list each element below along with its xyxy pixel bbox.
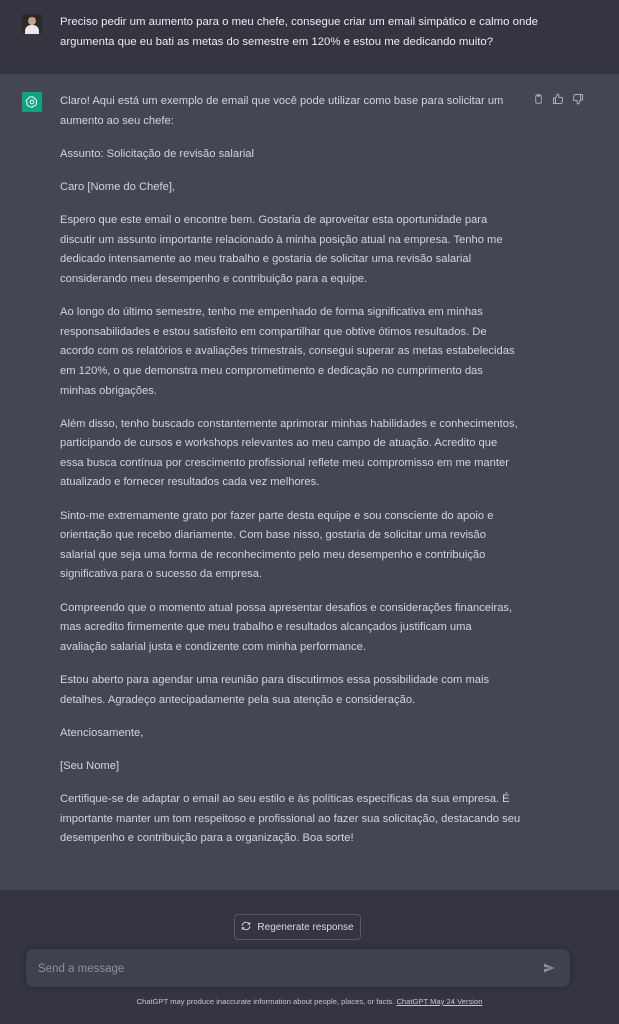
disclaimer-text: ChatGPT may produce inaccurate information about people, places, or facts. <box>136 997 397 1006</box>
assistant-paragraph: Sinto-me extremamente grato por fazer parte desta equipe e sou consciente do apoio e orientação que recebo diariamente. Com base nisso, gostaria de solicitar uma revisão salarial que seja uma forma de reconhecimento pelo meu desempenho e contribuição significativa para o sucesso da empresa. <box>60 509 494 581</box>
assistant-paragraph: Ao longo do último semestre, tenho me empenhado de forma significativa em minhas responsabilidades e estou satisfeito em compartilhar que obtive ótimos resultados. De acordo com os relatórios e avaliações trimestrais, consegui superar as metas estabelecidas em 120%, o que demonstra meu comprometimento e dedicação no cumprimento das minhas obrigações. <box>60 306 515 397</box>
assistant-paragraph: Assunto: Solicitação de revisão salarial <box>60 147 255 160</box>
user-message-text: Preciso pedir um aumento para o meu chefe, consegue criar um email simpático e calmo onde argumenta que eu bati as metas do semestre em 120% e estou me dedicando muito? <box>60 16 539 48</box>
message-input[interactable] <box>36 958 520 980</box>
assistant-paragraph: Claro! Aqui está um exemplo de email que você pode utilizar como base para solicitar um aumento ao seu chefe: <box>60 95 504 127</box>
thumbs-down-icon[interactable] <box>571 92 585 106</box>
assistant-message-row <box>0 74 619 890</box>
version-link[interactable]: ChatGPT May 24 Version <box>396 997 483 1006</box>
message-actions <box>531 92 585 106</box>
assistant-paragraph: Compreendo que o momento atual possa apresentar desafios e considerações financeiras, mas acredito firmemente que meu trabalho e resultados alcançados justificam uma avaliação salarial justa e condizente com minha performance. <box>60 601 513 653</box>
send-button[interactable] <box>541 960 557 976</box>
refresh-icon <box>241 921 251 934</box>
assistant-message-text <box>60 92 522 863</box>
composer-area <box>0 890 619 1024</box>
user-avatar <box>22 14 42 34</box>
footer-disclaimer <box>0 997 619 1006</box>
assistant-paragraph: Espero que este email o encontre bem. Gostaria de aproveitar esta oportunidade para discutir um assunto importante relacionado à minha posição atual na empresa. Tenho me dedicado intensamente ao meu trabalho e gostaria de solicitar uma revisão salarial considerando meu desempenho e contribuição para a equipe. <box>60 214 503 285</box>
regenerate-response-button[interactable] <box>234 914 361 940</box>
openai-logo-icon <box>22 92 42 112</box>
regenerate-label: Regenerate response <box>257 921 354 933</box>
assistant-paragraph: Estou aberto para agendar uma reunião para discutirmos essa possibilidade com mais detalhes. Agradeço antecipadamente pela sua atenção e consideração. <box>60 674 490 706</box>
user-message-row <box>0 0 619 75</box>
clipboard-icon[interactable] <box>531 92 545 106</box>
assistant-paragraph: Certifique-se de adaptar o email ao seu estilo e às políticas específicas da sua empresa. É importante manter um tom respeitoso e profissional ao fazer sua solicitação, destacando seu desempenho e contribuição para a organização. Boa sorte! <box>60 793 521 845</box>
assistant-paragraph: Caro [Nome do Chefe], <box>60 180 176 193</box>
thumbs-up-icon[interactable] <box>551 92 565 106</box>
paper-plane-icon <box>543 962 555 974</box>
assistant-paragraph: Além disso, tenho buscado constantemente aprimorar minhas habilidades e conhecimentos, participando de cursos e workshops relevantes ao meu campo de atuação. Acredito que essa busca contínua por crescimento profissional reflete meu compromisso em me manter atualizado e fornecer resultados cada vez melhores. <box>60 417 518 489</box>
assistant-paragraph: [Seu Nome] <box>60 759 120 772</box>
message-composer <box>26 949 570 987</box>
assistant-paragraph: Atenciosamente, <box>60 726 144 739</box>
